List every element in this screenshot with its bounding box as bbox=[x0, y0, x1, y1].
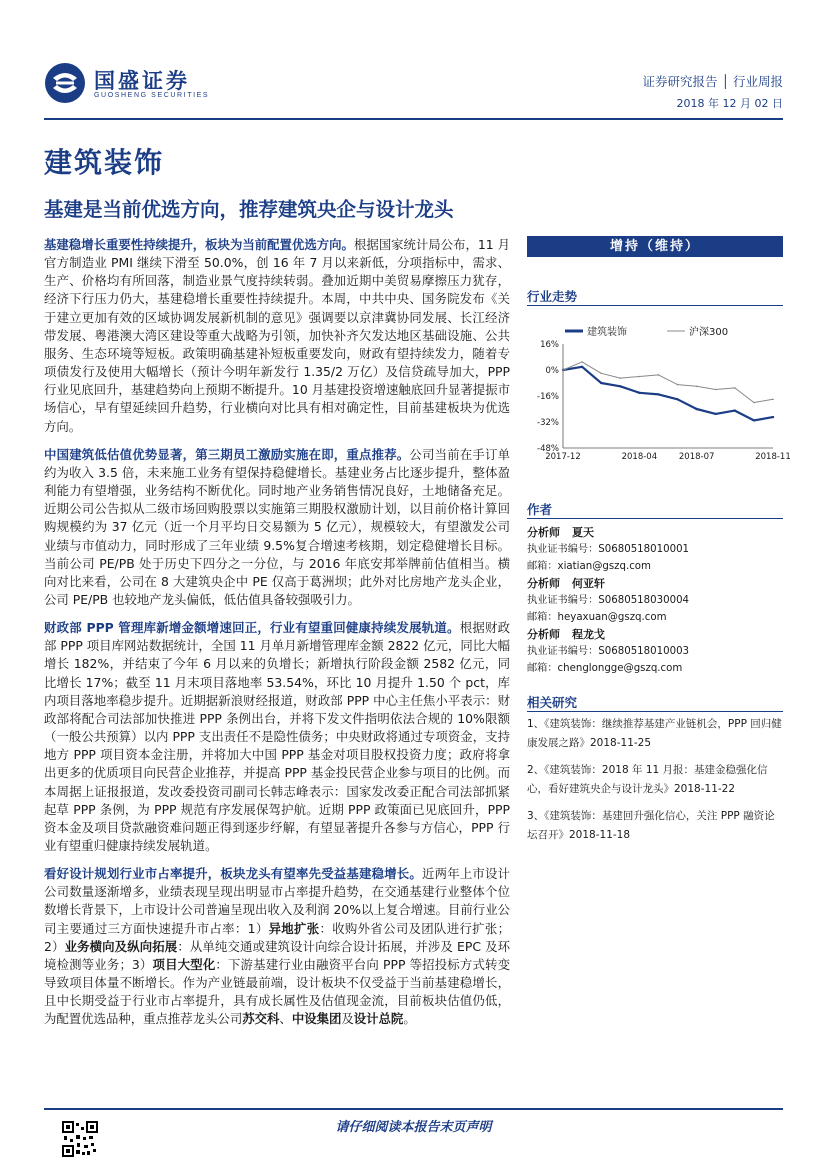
trend-title: 行业走势 bbox=[527, 289, 578, 304]
research-item[interactable]: 3、《建筑装饰：基建回升强化信心，关注 PPP 融资论坛召开》2018-11-18 bbox=[527, 810, 775, 841]
author-email: 邮箱：chenglongge@gszq.com bbox=[527, 663, 683, 674]
y-tick-label: -32% bbox=[537, 418, 559, 428]
data-point-index bbox=[600, 373, 602, 375]
paragraph-4-text-c: ：从单纯交通或建筑设计向综合设计拓展，并涉及 EPC 及环境检测等业务；3） bbox=[44, 938, 510, 972]
brand-logo bbox=[44, 62, 244, 106]
y-tick-label: 16% bbox=[540, 340, 559, 350]
data-point-index bbox=[753, 402, 755, 404]
y-tick-label: 0% bbox=[545, 366, 559, 376]
author-divider bbox=[527, 518, 783, 519]
paragraph-4-lead: 看好设计规划行业市占率提升，板块龙头有望率先受益基建稳增长。 bbox=[44, 866, 423, 882]
author-role: 分析师 bbox=[527, 526, 560, 539]
author-role: 分析师 bbox=[527, 628, 560, 641]
guosheng-logo-icon bbox=[44, 62, 86, 104]
paragraph-2-text: 公司当前在手订单约为收入 3.5 倍，未来施工业务有望保持稳健增长。基建业务占比逐步提升，整体盈利能力有望增强，业务结构不断优化。同时地产业务销售情况良好，土地储备充足。近期公司公告拟从二级市场回购股票以实施第三期股权激励计划，以目前价格计算回购规模约为 37 亿元（近一个月平均日交易额为 5 亿元），规模较大，有望激发公司业绩与市值动力，同时形成了三年业绩 9.5%复合增速考核期，划定稳健增长目标。当前公司 PE/PB 处于历史下四分之一分位，与 2016 年底安邦举牌前估值相当。横向对比来看，公司在 8 大建筑央企中 PE 仅高于葛洲坝；此外对比房地产龙头企业，公司 PE/PB 也较地产龙头偏低，低估值具备较强吸引力。 bbox=[44, 446, 511, 607]
separator: 及 bbox=[341, 1011, 354, 1027]
company-name: 中设集团 bbox=[291, 1011, 342, 1027]
x-tick-label: 2018-04 bbox=[621, 452, 658, 462]
keyword: 项目大型化 bbox=[152, 956, 216, 972]
separator: 。 bbox=[403, 1011, 416, 1027]
paragraph-3-text: 根据财政部 PPP 项目库网站数据统计，全国 11 月单月新增管理库金额 2822 亿元，同比大幅增长 182%，并结束了今年 6 月以来的负增长；新增执行阶段金额 2582 亿元，同比增长 17%；截至 11 月末项目落地率 53.54%，环比 10 月提升 1.50 个 pct，库内项目落地率稳步提升。近期据新浪财经报道，财政部 PPP 中心主任焦小平表示：财政部将配合司法部加快推进 PPP 条例出台，并将下发文件指明依法合规的 10%限额（一般公共预算）以内 PPP 支出责任不是隐性债务；中央财政将通过专项资金，支持地方 PPP 项目资本金注册，并将加大中国 PPP 基金对项目股权投资力度；政府将拿出更多的优质项目向民营企业推荐，并提高 PPP 基金投民营企业参与项目的比例。而本周据上证报报道，发改委投资司副司长韩志峰表示：国家发改委正配合司法部抓紧起草 PPP 条例，为 PPP 规范有序发展保驾护航。近期 PPP 政策面已见底回升，PPP 资本金及项目贷款融资难问题正得到逐步纾解，有望显著提升各参与方信心，PPP 行业有望重归健康持续发展轨道。 bbox=[44, 620, 511, 853]
data-point-index bbox=[715, 389, 717, 391]
author-name: 夏天 bbox=[572, 526, 594, 539]
paragraph-2-lead: 中国建筑低估值优势显著，第三期员工激励实施在即，重点推荐。 bbox=[44, 446, 410, 462]
data-point-industry bbox=[676, 398, 678, 400]
rating-badge: 增持（维持） bbox=[527, 236, 783, 257]
report-headline: 基建是当前优选方向，推荐建筑央企与设计龙头 bbox=[44, 198, 454, 221]
data-point-index bbox=[677, 384, 679, 386]
data-point-industry bbox=[753, 419, 755, 421]
y-tick-label: -16% bbox=[537, 392, 559, 402]
keyword: 业务横向及纵向拓展 bbox=[64, 938, 178, 954]
footer-divider bbox=[44, 1108, 783, 1110]
author-role: 分析师 bbox=[527, 577, 560, 590]
author-title: 作者 bbox=[527, 502, 553, 517]
y-tick-label: -48% bbox=[537, 444, 559, 454]
data-point-industry bbox=[638, 392, 640, 394]
research-item[interactable]: 2、《建筑装饰：2018 年 11 月报：基建金稳强化信心，看好建筑央企与设计龙头》2018-11-22 bbox=[527, 764, 768, 795]
author-name: 程龙戈 bbox=[572, 628, 605, 641]
research-item[interactable]: 1、《建筑装饰：继续推荐基建产业链机会，PPP 回归健康发展之路》2018-11-25 bbox=[527, 718, 782, 749]
data-point-industry bbox=[772, 416, 774, 418]
paragraph-3 bbox=[44, 619, 510, 855]
separator: 、 bbox=[279, 1011, 292, 1027]
data-point-index bbox=[696, 386, 698, 388]
document-type: 证券研究报告 │ 行业周报 bbox=[642, 74, 783, 89]
author-email: 邮箱：xiatian@gszq.com bbox=[527, 561, 651, 572]
report-body bbox=[44, 236, 510, 1039]
data-point-index bbox=[620, 377, 622, 379]
paragraph-3-lead: 财政部 PPP 管理库新增金额增速回正，行业有望重回健康持续发展轨道。 bbox=[44, 620, 460, 636]
x-tick-label: 2018-07 bbox=[678, 452, 715, 462]
data-point-index bbox=[639, 376, 641, 378]
x-tick-label: 2017-12 bbox=[545, 452, 581, 462]
research-title: 相关研究 bbox=[527, 695, 578, 710]
author-entry bbox=[527, 575, 783, 626]
brand-name-en: GUOSHENG SECURITIES bbox=[94, 92, 210, 99]
author-email: 邮箱：heyaxuan@gszq.com bbox=[527, 612, 667, 623]
header-divider bbox=[44, 118, 783, 120]
author-list bbox=[527, 524, 783, 677]
report-date: 2018 年 12 月 02 日 bbox=[676, 97, 783, 110]
data-point-index bbox=[734, 387, 736, 389]
author-cert: 执业证书编号：S0680518010003 bbox=[527, 646, 690, 657]
data-point-index bbox=[772, 399, 774, 401]
legend-label-industry: 建筑装饰 bbox=[587, 327, 627, 338]
data-point-industry bbox=[695, 408, 697, 410]
research-divider bbox=[527, 711, 783, 712]
industry-title: 建筑装饰 bbox=[44, 146, 165, 179]
data-point-index bbox=[658, 374, 660, 376]
trend-divider bbox=[527, 305, 783, 306]
related-research-list bbox=[527, 715, 783, 853]
paragraph-4-text-b: ：收购外省公司及团队进行扩张；2） bbox=[44, 920, 511, 954]
legend-label-index: 沪深300 bbox=[689, 327, 729, 338]
data-point-industry bbox=[734, 409, 736, 411]
paragraph-2 bbox=[44, 446, 510, 609]
paragraph-4-text-d: ：下游基建行业由融资平台向 PPP 等招投标方式转变导致项目体量不断增长。作为产业链最前端，设计板块不仅受益于当前基建稳增长，且中长期受益于行业市占率提升，具有成长属性及估值现金流，目前板块估值仍低，为配置优选品种，重点推荐龙头公司 bbox=[44, 956, 511, 1027]
author-entry bbox=[527, 626, 783, 677]
data-point-industry bbox=[581, 366, 583, 368]
company-name: 设计总院 bbox=[353, 1011, 404, 1027]
data-point-index bbox=[581, 361, 583, 363]
brand-name: 国盛证券 bbox=[94, 69, 190, 93]
x-tick-label: 2018-11 bbox=[755, 452, 791, 462]
data-point-industry bbox=[619, 385, 621, 387]
author-cert: 执业证书编号：S0680518030004 bbox=[527, 595, 690, 606]
author-name: 何亚轩 bbox=[572, 577, 605, 590]
paragraph-1 bbox=[44, 236, 510, 436]
author-cert: 执业证书编号：S0680518010001 bbox=[527, 544, 690, 555]
keyword: 异地扩张 bbox=[268, 920, 320, 936]
industry-trend-chart bbox=[527, 316, 791, 464]
data-point-industry bbox=[657, 393, 659, 395]
paragraph-1-lead: 基建稳增长重要性持续提升，板块为当前配置优选方向。 bbox=[44, 237, 354, 252]
company-name: 苏交科 bbox=[242, 1011, 280, 1027]
data-point-industry bbox=[715, 413, 717, 415]
data-point-index bbox=[562, 369, 564, 371]
data-point-industry bbox=[600, 382, 602, 384]
disclaimer-note: 请仔细阅读本报告末页声明 bbox=[335, 1120, 492, 1135]
paragraph-4-text-a: 近两年上市设计公司数量逐渐增多，业绩表现呈现出明显市占率提升趋势，在交通基建行业整体个位数增长背景下，上市设计公司普遍呈现出收入及利润 20%以上复合增速。目前行业公司主要通过三方面快速提升市占率：1） bbox=[44, 866, 511, 936]
author-entry bbox=[527, 524, 783, 575]
paragraph-4 bbox=[44, 865, 510, 1028]
paragraph-1-text: 根据国家统计局公布，11 月官方制造业 PMI 继续下滑至 50.0%，创 16 年 7 月以来新低，分项指标中，需求、生产、价格均有所回落，制造业景气度持续转弱。叠加近期中美贸易摩擦压力犹存，经济下行压力仍大，基建稳增长重要性持续提升。本周，中共中央、国务院发布《关于建立更加有效的区域协调发展新机制的意见》强调要以京津冀协同发展、长江经济带发展、粤港澳大湾区建设等重大战略为引领，加快补齐欠发达地区基础设施、公共服务、生态环境等短板。政策明确基建补短板重要发向，财政有望持续发力，随着专项债发行及使用大幅增长（预计今明年新发行 1.35/2 万亿）及信贷疏导加大，PPP 行业见底回升，基建趋势向上预期不断提升。10 月基建投资增速触底回升显著提振市场信心，早有望延续回升趋势，行业横向对比具有相对确定性，目前基建板块为优选方向。 bbox=[44, 237, 510, 434]
